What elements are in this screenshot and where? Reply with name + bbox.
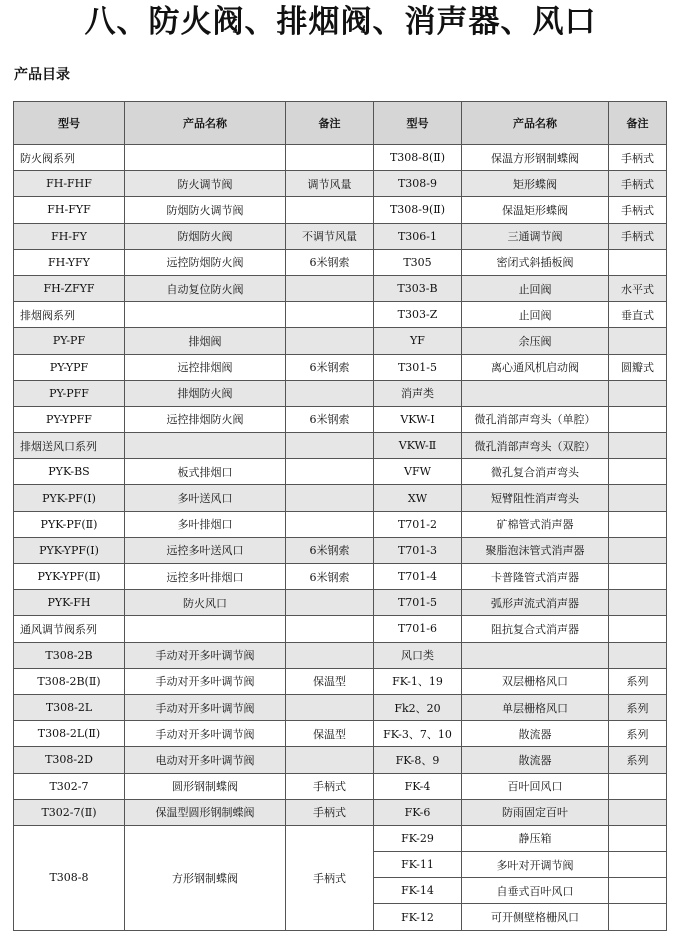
remark-cell xyxy=(609,904,667,930)
remark-cell xyxy=(609,564,667,590)
product-name-cell xyxy=(125,145,286,171)
model-cell: PYK-PF(Ⅱ) xyxy=(14,511,125,537)
product-name-cell: 单层栅格风口 xyxy=(462,694,609,720)
product-name-cell: 远控防烟防火阀 xyxy=(125,249,286,275)
table-row xyxy=(14,825,667,851)
model-cell: T308-2B xyxy=(14,642,125,668)
table-row xyxy=(14,354,667,380)
remark-cell: 系列 xyxy=(609,668,667,694)
product-name-cell: 阻抗复合式消声器 xyxy=(462,616,609,642)
table-row xyxy=(14,642,667,668)
remark-cell xyxy=(609,878,667,904)
table-row xyxy=(14,380,667,406)
product-name-cell: 双层栅格风口 xyxy=(462,668,609,694)
table-row xyxy=(14,694,667,720)
remark-cell: 手柄式 xyxy=(609,145,667,171)
model-cell: VKW-Ⅱ xyxy=(374,433,462,459)
product-name-cell: 手动对开多叶调节阀 xyxy=(125,694,286,720)
product-name-cell: 防雨固定百叶 xyxy=(462,799,609,825)
model-cell: 通风调节阀系列 xyxy=(14,616,125,642)
remark-cell xyxy=(286,485,374,511)
model-cell: T308-2L xyxy=(14,694,125,720)
product-name-cell: 远控多叶排烟口 xyxy=(125,564,286,590)
product-name-cell: 排烟阀 xyxy=(125,328,286,354)
model-cell: T308-2B(Ⅱ) xyxy=(14,668,125,694)
model-cell: T302-7 xyxy=(14,773,125,799)
remark-cell xyxy=(609,642,667,668)
remark-cell: 6米钢索 xyxy=(286,249,374,275)
remark-cell: 不调节风量 xyxy=(286,223,374,249)
product-catalog-table xyxy=(13,101,667,931)
model-cell: T308-2L(Ⅱ) xyxy=(14,721,125,747)
product-name-cell: 防火风口 xyxy=(125,590,286,616)
product-name-cell: 短臂阻性消声弯头 xyxy=(462,485,609,511)
product-name-cell: 自垂式百叶风口 xyxy=(462,878,609,904)
table-row xyxy=(14,485,667,511)
table-row xyxy=(14,171,667,197)
remark-cell xyxy=(286,328,374,354)
model-cell: FH-FY xyxy=(14,223,125,249)
remark-cell: 手柄式 xyxy=(609,197,667,223)
model-cell: PYK-FH xyxy=(14,590,125,616)
model-cell: T308-8(Ⅱ) xyxy=(374,145,462,171)
remark-cell xyxy=(609,380,667,406)
model-cell: FK-8、9 xyxy=(374,747,462,773)
model-cell: FH-YFY xyxy=(14,249,125,275)
product-name-cell: 多叶排烟口 xyxy=(125,511,286,537)
model-cell: PYK-YPF(Ⅱ) xyxy=(14,564,125,590)
table-row xyxy=(14,537,667,563)
table-row xyxy=(14,459,667,485)
model-cell: PYK-YPF(Ⅰ) xyxy=(14,537,125,563)
model-cell: PYK-BS xyxy=(14,459,125,485)
table-body xyxy=(14,145,667,931)
table-row xyxy=(14,511,667,537)
model-cell: T701-3 xyxy=(374,537,462,563)
model-cell: PY-PF xyxy=(14,328,125,354)
remark-cell: 手柄式 xyxy=(286,799,374,825)
model-cell: Fk2、20 xyxy=(374,694,462,720)
product-name-cell: 散流器 xyxy=(462,721,609,747)
table-row xyxy=(14,721,667,747)
table-row xyxy=(14,668,667,694)
remark-cell xyxy=(609,249,667,275)
remark-cell xyxy=(609,537,667,563)
remark-cell xyxy=(286,433,374,459)
header-product-name: 产品名称 xyxy=(125,102,286,145)
remark-cell: 手柄式 xyxy=(609,171,667,197)
product-name-cell: 微孔消部声弯头（单腔） xyxy=(462,406,609,432)
table-row xyxy=(14,275,667,301)
table-row xyxy=(14,197,667,223)
remark-cell xyxy=(609,773,667,799)
product-name-cell: 微孔消部声弯头（双腔） xyxy=(462,433,609,459)
remark-cell xyxy=(609,459,667,485)
remark-cell: 系列 xyxy=(609,694,667,720)
remark-cell: 6米钢索 xyxy=(286,406,374,432)
model-cell: PY-YPFF xyxy=(14,406,125,432)
model-cell: FK-3、7、10 xyxy=(374,721,462,747)
model-cell: T308-9(Ⅱ) xyxy=(374,197,462,223)
table-row xyxy=(14,590,667,616)
remark-cell xyxy=(286,590,374,616)
table-row xyxy=(14,616,667,642)
catalog-label: 产品目录 xyxy=(14,67,70,83)
model-cell: YF xyxy=(374,328,462,354)
product-name-cell: 防烟防火阀 xyxy=(125,223,286,249)
remark-cell: 6米钢索 xyxy=(286,354,374,380)
remark-cell xyxy=(609,406,667,432)
product-name-cell: 保温矩形蝶阀 xyxy=(462,197,609,223)
model-cell: T308-9 xyxy=(374,171,462,197)
table-row xyxy=(14,249,667,275)
model-cell: 排烟送风口系列 xyxy=(14,433,125,459)
remark-cell xyxy=(286,302,374,328)
model-cell: T701-6 xyxy=(374,616,462,642)
model-cell: XW xyxy=(374,485,462,511)
product-name-cell: 排烟防火阀 xyxy=(125,380,286,406)
product-name-cell: 远控排烟阀 xyxy=(125,354,286,380)
remark-cell xyxy=(286,747,374,773)
product-name-cell: 远控多叶送风口 xyxy=(125,537,286,563)
model-cell: T308-8 xyxy=(14,825,125,930)
table-row xyxy=(14,773,667,799)
product-name-cell: 电动对开多叶调节阀 xyxy=(125,747,286,773)
model-cell: 排烟阀系列 xyxy=(14,302,125,328)
model-cell: PY-PFF xyxy=(14,380,125,406)
model-cell: T302-7(Ⅱ) xyxy=(14,799,125,825)
model-cell: FK-11 xyxy=(374,852,462,878)
remark-cell: 保温型 xyxy=(286,721,374,747)
header-model: 型号 xyxy=(374,102,462,145)
product-name-cell xyxy=(125,302,286,328)
model-cell: T303-Z xyxy=(374,302,462,328)
table-row xyxy=(14,223,667,249)
remark-cell xyxy=(609,799,667,825)
model-cell: FH-ZFYF xyxy=(14,275,125,301)
remark-cell xyxy=(609,433,667,459)
remark-cell xyxy=(609,328,667,354)
model-cell: T701-2 xyxy=(374,511,462,537)
product-name-cell: 防烟防火调节阀 xyxy=(125,197,286,223)
product-name-cell: 手动对开多叶调节阀 xyxy=(125,721,286,747)
table-row xyxy=(14,328,667,354)
remark-cell: 系列 xyxy=(609,721,667,747)
model-cell: FK-14 xyxy=(374,878,462,904)
header-model: 型号 xyxy=(14,102,125,145)
product-name-cell xyxy=(462,380,609,406)
product-name-cell: 余压阀 xyxy=(462,328,609,354)
remark-cell xyxy=(286,459,374,485)
remark-cell xyxy=(286,380,374,406)
remark-cell: 6米钢索 xyxy=(286,537,374,563)
remark-cell: 系列 xyxy=(609,747,667,773)
product-name-cell: 散流器 xyxy=(462,747,609,773)
product-name-cell: 保温方形钢制蝶阀 xyxy=(462,145,609,171)
product-name-cell: 多叶送风口 xyxy=(125,485,286,511)
product-name-cell: 板式排烟口 xyxy=(125,459,286,485)
model-cell: VKW-Ⅰ xyxy=(374,406,462,432)
model-cell: VFW xyxy=(374,459,462,485)
product-name-cell: 微孔复合消声弯头 xyxy=(462,459,609,485)
remark-cell: 手柄式 xyxy=(286,825,374,930)
remark-cell xyxy=(609,485,667,511)
remark-cell xyxy=(286,694,374,720)
table-row xyxy=(14,747,667,773)
product-name-cell: 聚脂泡沫管式消声器 xyxy=(462,537,609,563)
header-remark: 备注 xyxy=(609,102,667,145)
remark-cell: 水平式 xyxy=(609,275,667,301)
product-name-cell: 自动复位防火阀 xyxy=(125,275,286,301)
remark-cell xyxy=(286,616,374,642)
product-name-cell: 静压箱 xyxy=(462,825,609,851)
model-cell: T305 xyxy=(374,249,462,275)
product-name-cell: 离心通风机启动阀 xyxy=(462,354,609,380)
table-row xyxy=(14,145,667,171)
product-name-cell: 手动对开多叶调节阀 xyxy=(125,668,286,694)
table-row xyxy=(14,433,667,459)
product-name-cell xyxy=(462,642,609,668)
model-cell: FK-4 xyxy=(374,773,462,799)
model-cell: FH-FYF xyxy=(14,197,125,223)
product-name-cell: 弧形声流式消声器 xyxy=(462,590,609,616)
remark-cell: 手柄式 xyxy=(286,773,374,799)
model-cell: T701-5 xyxy=(374,590,462,616)
model-cell: PY-YPF xyxy=(14,354,125,380)
remark-cell: 垂直式 xyxy=(609,302,667,328)
page-title: 八、防火阀、排烟阀、消声器、风口 xyxy=(84,4,597,40)
product-name-cell: 百叶回风口 xyxy=(462,773,609,799)
model-cell: FH-FHF xyxy=(14,171,125,197)
model-cell: PYK-PF(Ⅰ) xyxy=(14,485,125,511)
table-header-row xyxy=(14,102,667,145)
table-row xyxy=(14,799,667,825)
product-name-cell xyxy=(125,616,286,642)
product-name-cell: 多叶对开调节阀 xyxy=(462,852,609,878)
remark-cell: 手柄式 xyxy=(609,223,667,249)
product-name-cell: 可开侧壁格栅风口 xyxy=(462,904,609,930)
remark-cell: 保温型 xyxy=(286,668,374,694)
product-name-cell: 远控排烟防火阀 xyxy=(125,406,286,432)
product-name-cell: 止回阀 xyxy=(462,302,609,328)
product-name-cell: 卡普隆管式消声器 xyxy=(462,564,609,590)
model-cell: FK-29 xyxy=(374,825,462,851)
product-name-cell: 保温型圆形钢制蝶阀 xyxy=(125,799,286,825)
table-row xyxy=(14,406,667,432)
remark-cell xyxy=(609,590,667,616)
remark-cell xyxy=(286,145,374,171)
model-cell: T306-1 xyxy=(374,223,462,249)
model-cell: FK-1、19 xyxy=(374,668,462,694)
product-name-cell xyxy=(125,433,286,459)
remark-cell: 调节风量 xyxy=(286,171,374,197)
product-name-cell: 手动对开多叶调节阀 xyxy=(125,642,286,668)
product-name-cell: 矩形蝶阀 xyxy=(462,171,609,197)
model-cell: 防火阀系列 xyxy=(14,145,125,171)
model-cell: T303-B xyxy=(374,275,462,301)
remark-cell: 圆瓣式 xyxy=(609,354,667,380)
product-name-cell: 防火调节阀 xyxy=(125,171,286,197)
product-name-cell: 三通调节阀 xyxy=(462,223,609,249)
remark-cell xyxy=(286,275,374,301)
model-cell: 消声类 xyxy=(374,380,462,406)
model-cell: T701-4 xyxy=(374,564,462,590)
remark-cell xyxy=(609,616,667,642)
model-cell: T308-2D xyxy=(14,747,125,773)
model-cell: 风口类 xyxy=(374,642,462,668)
product-name-cell: 矿棉管式消声器 xyxy=(462,511,609,537)
table-row xyxy=(14,564,667,590)
product-name-cell: 方形钢制蝶阀 xyxy=(125,825,286,930)
table-row xyxy=(14,302,667,328)
model-cell: FK-6 xyxy=(374,799,462,825)
product-name-cell: 止回阀 xyxy=(462,275,609,301)
remark-cell xyxy=(609,852,667,878)
product-name-cell: 圆形钢制蝶阀 xyxy=(125,773,286,799)
remark-cell xyxy=(286,511,374,537)
remark-cell: 6米钢索 xyxy=(286,564,374,590)
model-cell: T301-5 xyxy=(374,354,462,380)
model-cell: FK-12 xyxy=(374,904,462,930)
remark-cell xyxy=(609,511,667,537)
remark-cell xyxy=(609,825,667,851)
header-remark: 备注 xyxy=(286,102,374,145)
product-name-cell: 密闭式斜插板阀 xyxy=(462,249,609,275)
remark-cell xyxy=(286,642,374,668)
header-product-name: 产品名称 xyxy=(462,102,609,145)
remark-cell xyxy=(286,197,374,223)
